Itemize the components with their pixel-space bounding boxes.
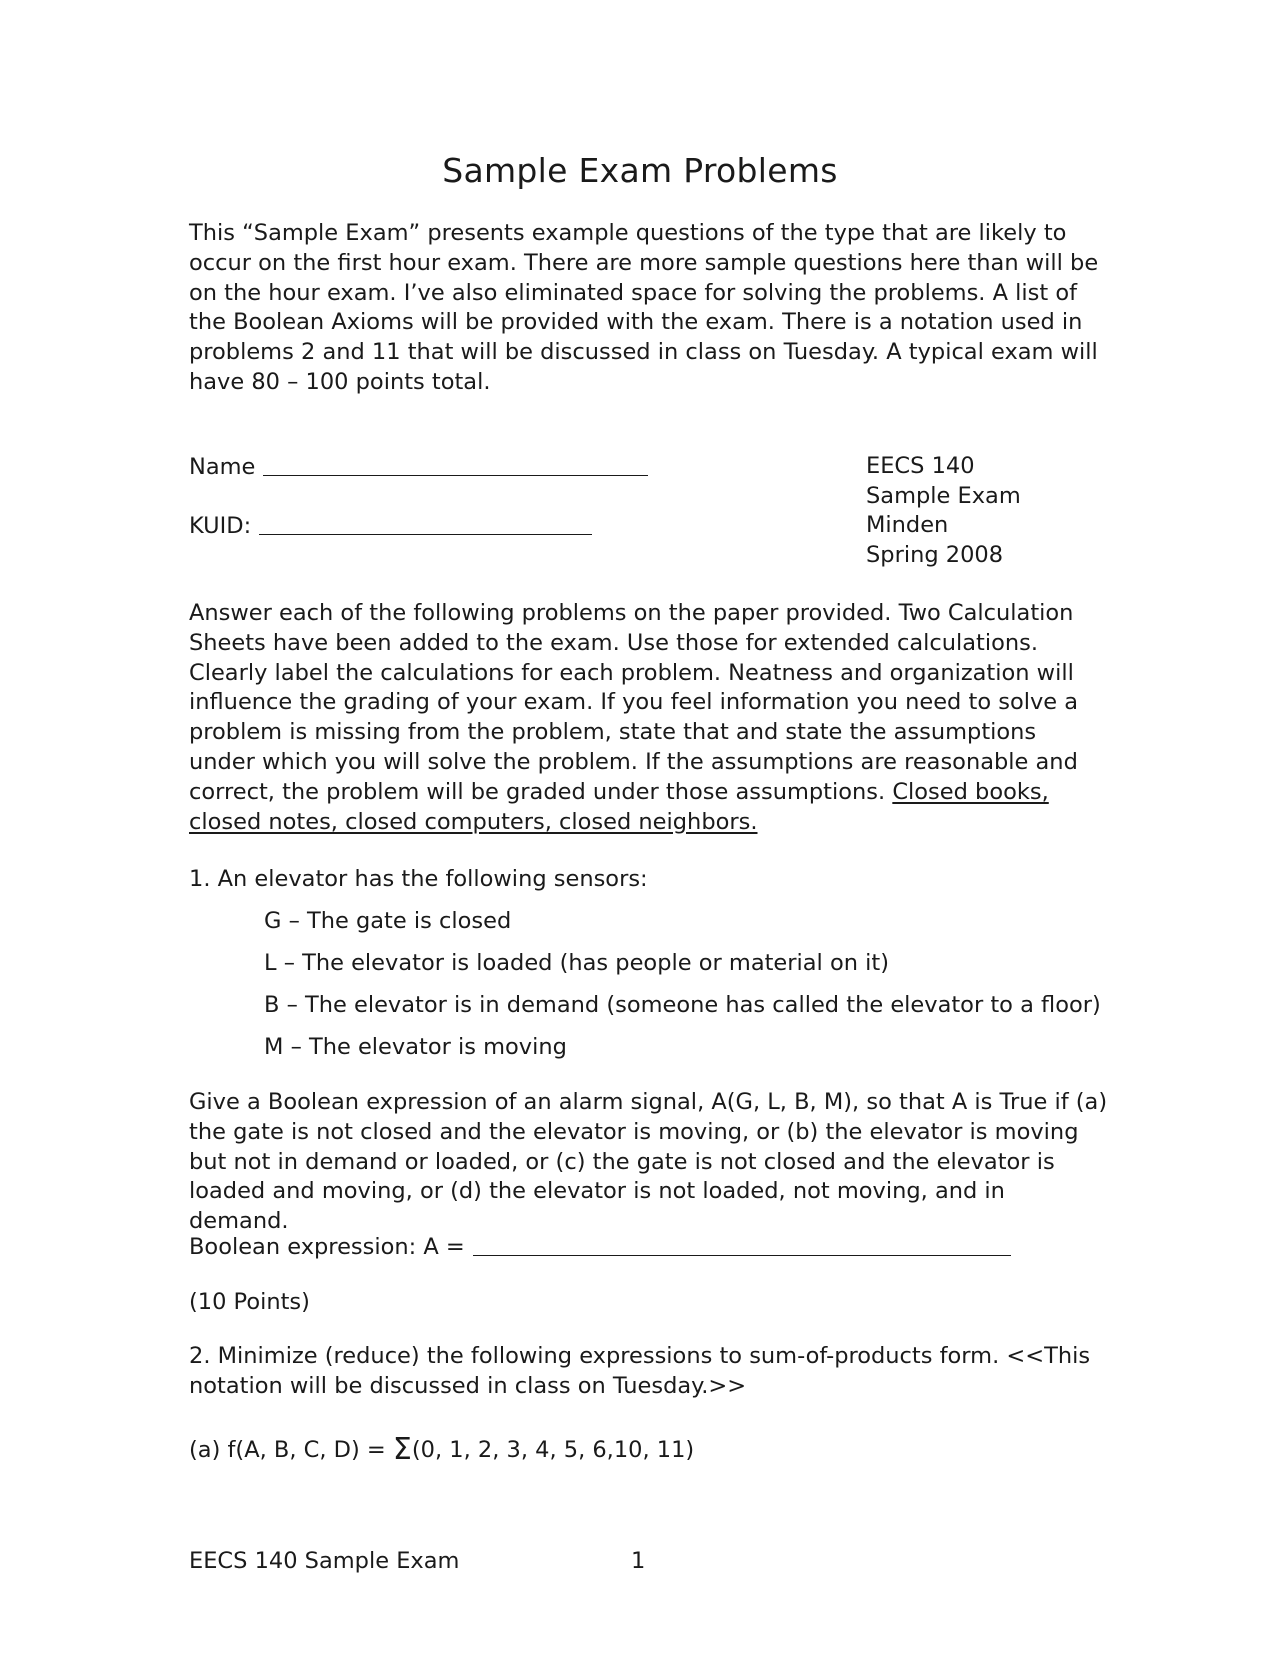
problem-1-question: Give a Boolean expression of an alarm signal, A(G, L, B, M), so that A is True if (a) the gate is not closed and the elevator is moving, or (b) the elevator is moving but not in demand or loaded, or (c) the gate is not closed and the elevator is loaded and moving, or (d) the elevator is not loaded, not moving, and in demand. xyxy=(189,1089,1108,1235)
footer-label: EECS 140 Sample Exam xyxy=(189,1548,460,1574)
sensor-list xyxy=(264,906,1101,1074)
kuid-blank xyxy=(259,512,592,535)
page-number: 1 xyxy=(631,1548,646,1574)
problem-2a-prefix: (a) f(A, B, C, D) = xyxy=(189,1437,393,1463)
course-info xyxy=(866,452,1021,570)
name-label: Name xyxy=(189,454,256,480)
sigma-symbol: Σ xyxy=(392,1432,412,1467)
problem-1-heading: 1. An elevator has the following sensors: xyxy=(189,866,648,892)
course-code: EECS 140 xyxy=(866,453,975,479)
name-field xyxy=(189,452,648,482)
kuid-label: KUID: xyxy=(189,513,252,539)
name-blank xyxy=(263,453,648,476)
kuid-field xyxy=(189,511,592,541)
sensor-item-m: M – The elevator is moving xyxy=(264,1034,567,1060)
instructor-name: Minden xyxy=(866,512,949,539)
sensor-item-l: L – The elevator is loaded (has people or material on it) xyxy=(264,950,889,976)
problem-2a-terms: (0, 1, 2, 3, 4, 5, 6,10, 11) xyxy=(411,1437,695,1463)
boolean-expression-blank xyxy=(473,1233,1011,1256)
page-title: Sample Exam Problems xyxy=(442,151,838,190)
boolean-expression-line xyxy=(189,1232,1011,1262)
term: Spring 2008 xyxy=(866,541,1004,568)
problem-1-points: (10 Points) xyxy=(189,1289,310,1315)
sensor-item-b: B – The elevator is in demand (someone has called the elevator to a floor) xyxy=(264,992,1101,1018)
sensor-item-g: G – The gate is closed xyxy=(264,908,512,934)
exam-name: Sample Exam xyxy=(866,482,1021,509)
instructions-paragraph xyxy=(189,599,1109,837)
instructions-emphasis: Closed books, closed notes, closed computers, closed neighbors. xyxy=(189,778,1049,835)
instructions-text: Answer each of the following problems on the paper provided. Two Calculation Sheets have been added to the exam. Use those for extended calculations. Clearly label the calculations for each problem. Neatness and organization will influence the grading of your exam. If you feel information you need to solve a problem is missing from the problem, state that and state the assumptions under which you will solve the problem. If the assumptions are reasonable and correct, the problem will be graded under those assumptions. xyxy=(189,600,1079,805)
problem-2a xyxy=(189,1432,695,1467)
problem-2-heading: 2. Minimize (reduce) the following expressions to sum-of-products form. <<This notation will be discussed in class on Tuesday.>> xyxy=(189,1343,1091,1399)
intro-paragraph: This “Sample Exam” presents example questions of the type that are likely to occur on the first hour exam. There are more sample questions here than will be on the hour exam. I’ve also eliminated space for solving the problems. A list of the Boolean Axioms will be provided with the exam. There is a notation used in problems 2 and 11 that will be discussed in class on Tuesday. A typical exam will have 80 – 100 points total. xyxy=(189,220,1099,395)
boolean-expression-label: Boolean expression: A = xyxy=(189,1234,465,1260)
